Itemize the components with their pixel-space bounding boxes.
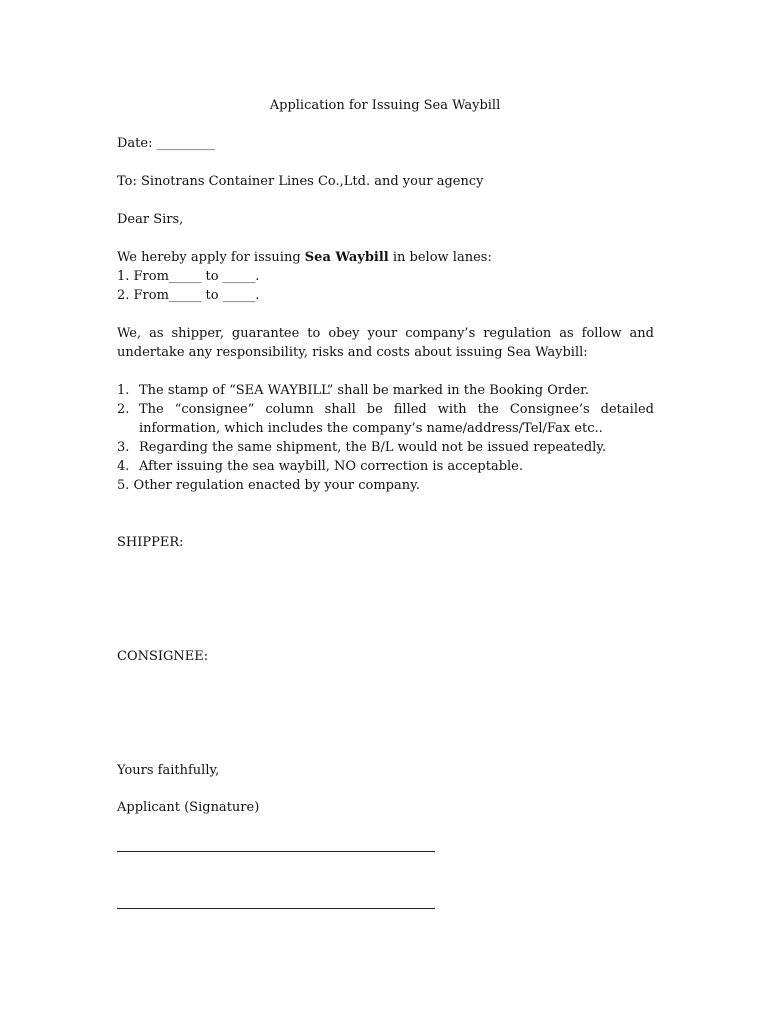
regulation-item-2 (117, 400, 654, 438)
regulation-text: The stamp of “SEA WAYBILL” shall be marked in the Booking Order. (139, 383, 590, 398)
regulation-text: Regarding the same shipment, the B/L would not be issued repeatedly. (139, 440, 607, 455)
consignee-label: CONSIGNEE: (117, 649, 209, 664)
salutation: Dear Sirs, (117, 212, 184, 227)
lane-1: 1. From_____ to _____. (117, 269, 260, 284)
regulation-number: 2. (117, 402, 130, 417)
apply-prefix: We hereby apply for issuing (117, 250, 305, 265)
apply-sentence (117, 248, 492, 267)
regulation-text: The “consignee” column shall be filled with the Consignee’s detailed information, which includes the company’s name/address/Tel/Fax etc.. (139, 402, 654, 436)
applicant-signature-label: Applicant (Signature) (117, 800, 260, 815)
regulation-number: 1. (117, 383, 130, 398)
document-title: Application for Issuing Sea Waybill (269, 98, 501, 113)
regulation-item-1 (117, 381, 654, 400)
recipient-line: To: Sinotrans Container Lines Co.,Ltd. and your agency (117, 174, 484, 189)
closing-line: Yours faithfully, (117, 763, 220, 778)
shipper-label: SHIPPER: (117, 535, 184, 550)
regulation-text: After issuing the sea waybill, NO correction is acceptable. (139, 459, 524, 474)
apply-bold-term: Sea Waybill (304, 250, 389, 265)
regulation-item-3 (117, 438, 654, 457)
regulation-item-4 (117, 457, 654, 476)
regulation-number: 4. (117, 459, 130, 474)
guarantee-paragraph: We, as shipper, guarantee to obey your company’s regulation as follow and undertake any responsibility, risks and costs about issuing Sea Waybill: (117, 326, 654, 360)
regulation-number: 3. (117, 440, 130, 455)
apply-suffix: in below lanes: (388, 250, 492, 265)
signature-line-1 (117, 851, 435, 852)
date-line: Date: _________ (117, 136, 216, 151)
regulation-item-5: 5. Other regulation enacted by your company. (117, 478, 420, 493)
lane-2: 2. From_____ to _____. (117, 288, 260, 303)
signature-line-2 (117, 908, 435, 909)
